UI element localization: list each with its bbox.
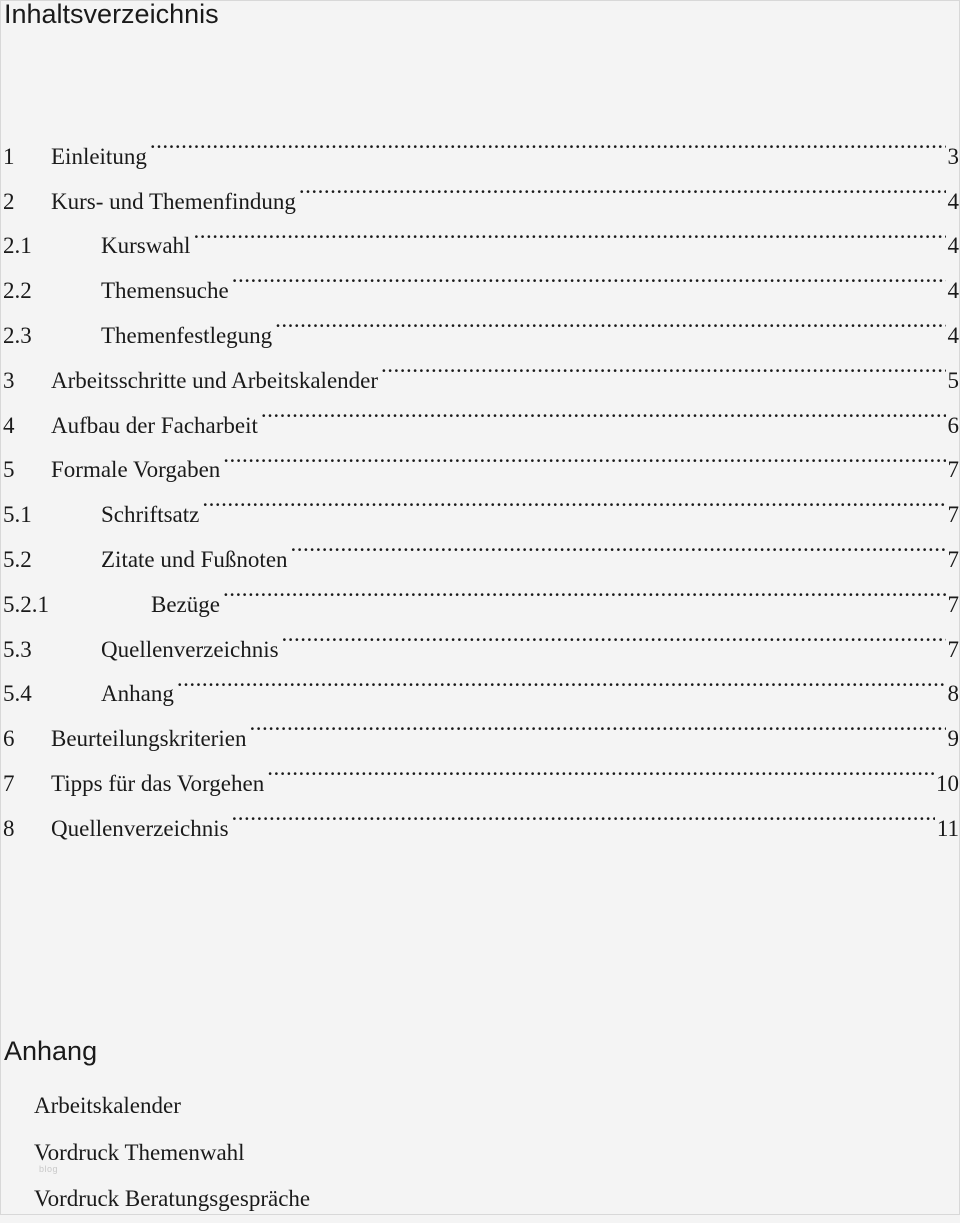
toc-entry-page: 3 (947, 143, 959, 169)
toc-entry-page: 11 (936, 815, 959, 841)
toc-dot-leader (232, 791, 935, 836)
toc-entry[interactable] (3, 522, 959, 572)
toc-entry[interactable] (3, 164, 959, 214)
toc-entry[interactable] (3, 477, 959, 528)
toc-entry-page: 8 (947, 681, 959, 707)
watermark: blog (39, 1164, 59, 1174)
toc-entry-number: 6 (3, 726, 15, 752)
appendix-item: Arbeitskalender (34, 1093, 181, 1118)
toc-entry[interactable] (3, 343, 959, 393)
toc-dot-leader (202, 477, 945, 522)
toc-dot-leader (249, 701, 945, 746)
toc-entry[interactable] (3, 433, 959, 483)
toc-entry-text: Beurteilungskriterien (51, 726, 247, 752)
toc-entry-number: 2.3 (3, 322, 32, 348)
toc-entry-number: 5.1 (3, 502, 32, 528)
toc-entry-page: 4 (947, 278, 959, 304)
appendix-item: Vordruck Themenwahl (34, 1139, 245, 1165)
toc-entry-page: 7 (947, 546, 959, 572)
toc-entry-number: 2.1 (3, 233, 32, 259)
toc-entry[interactable] (3, 388, 959, 438)
toc-entry[interactable] (3, 612, 959, 662)
toc-entry-number: 2 (3, 188, 15, 214)
toc-entry-text: Bezüge (151, 591, 220, 617)
toc-entry-number: 5.4 (3, 681, 32, 707)
toc-entry-number: 5 (3, 457, 15, 483)
toc-entry-number: 5.3 (3, 636, 32, 662)
toc-entry-text: Anhang (101, 681, 174, 707)
toc-entry[interactable] (3, 791, 959, 841)
toc-entry-page: 7 (947, 636, 959, 662)
toc-entry-text: Themenfestlegung (101, 322, 273, 348)
toc-entry[interactable] (3, 746, 959, 796)
toc-entry-number: 3 (3, 367, 15, 393)
toc-dot-leader (232, 253, 946, 298)
toc-entry-page: 7 (947, 591, 959, 617)
toc-entry[interactable] (3, 567, 959, 617)
toc-entry-text: Zitate und Fußnoten (101, 546, 288, 572)
toc-entry-page: 4 (947, 233, 959, 259)
toc-entry-page: 6 (947, 412, 959, 438)
toc-entry-text: Einleitung (51, 143, 147, 169)
toc-dot-leader (223, 433, 945, 478)
toc-entry-number: 8 (3, 815, 15, 841)
toc-entry-page: 10 (936, 770, 959, 796)
toc-entry-text: Schriftsatz (101, 502, 200, 528)
toc-dot-leader (381, 343, 945, 388)
toc-entry-number: 2.2 (3, 278, 32, 304)
toc-entry[interactable] (3, 253, 959, 304)
toc-dot-leader (282, 612, 946, 657)
toc-dot-leader (261, 388, 946, 433)
toc-entry-text: Aufbau der Facharbeit (51, 412, 258, 438)
toc-dot-leader (150, 119, 946, 164)
toc-entry-page: 4 (947, 188, 959, 214)
toc-entry-number: 1 (3, 143, 15, 169)
toc-list (3, 119, 959, 841)
toc-entry[interactable] (3, 209, 959, 259)
toc-entry-page: 5 (947, 367, 959, 393)
toc-entry-text: Arbeitsschritte und Arbeitskalender (51, 367, 379, 393)
toc-dot-leader (177, 657, 946, 702)
appendix-list (34, 1083, 310, 1223)
toc-entry-page: 9 (947, 726, 959, 752)
toc-entry[interactable] (3, 657, 959, 707)
toc-entry-text: Quellenverzeichnis (101, 636, 279, 662)
toc-entry-text: Themensuche (101, 278, 229, 304)
toc-entry-number: 4 (3, 412, 15, 438)
toc-dot-leader (193, 209, 945, 254)
toc-entry-number: 7 (3, 770, 15, 796)
toc-dot-leader (291, 522, 946, 567)
toc-dot-leader (299, 164, 946, 209)
toc-entry[interactable] (3, 119, 959, 169)
toc-entry-text: Tipps für das Vorgehen (51, 770, 265, 796)
appendix-title: Anhang (4, 1036, 98, 1066)
toc-entry-text: Kurswahl (101, 233, 191, 259)
toc-entry[interactable] (3, 298, 959, 348)
toc-entry-number: 5.2 (3, 546, 32, 572)
toc-entry-page: 7 (947, 457, 959, 483)
appendix-item: Vordruck Beratungsgespräche (34, 1186, 311, 1211)
toc-dot-leader (267, 746, 934, 791)
toc-entry-page: 7 (947, 502, 959, 528)
toc-entry-text: Formale Vorgaben (51, 457, 221, 483)
toc-entry-text: Quellenverzeichnis (51, 815, 229, 841)
toc-entry[interactable] (3, 701, 959, 752)
toc-dot-leader (223, 567, 946, 612)
toc-entry-number: 5.2.1 (3, 591, 49, 617)
toc-entry-text: Kurs- und Themenfindung (51, 188, 296, 214)
toc-dot-leader (275, 298, 945, 343)
toc-title: Inhaltsverzeichnis (4, 0, 219, 29)
toc-entry-page: 4 (947, 322, 959, 348)
